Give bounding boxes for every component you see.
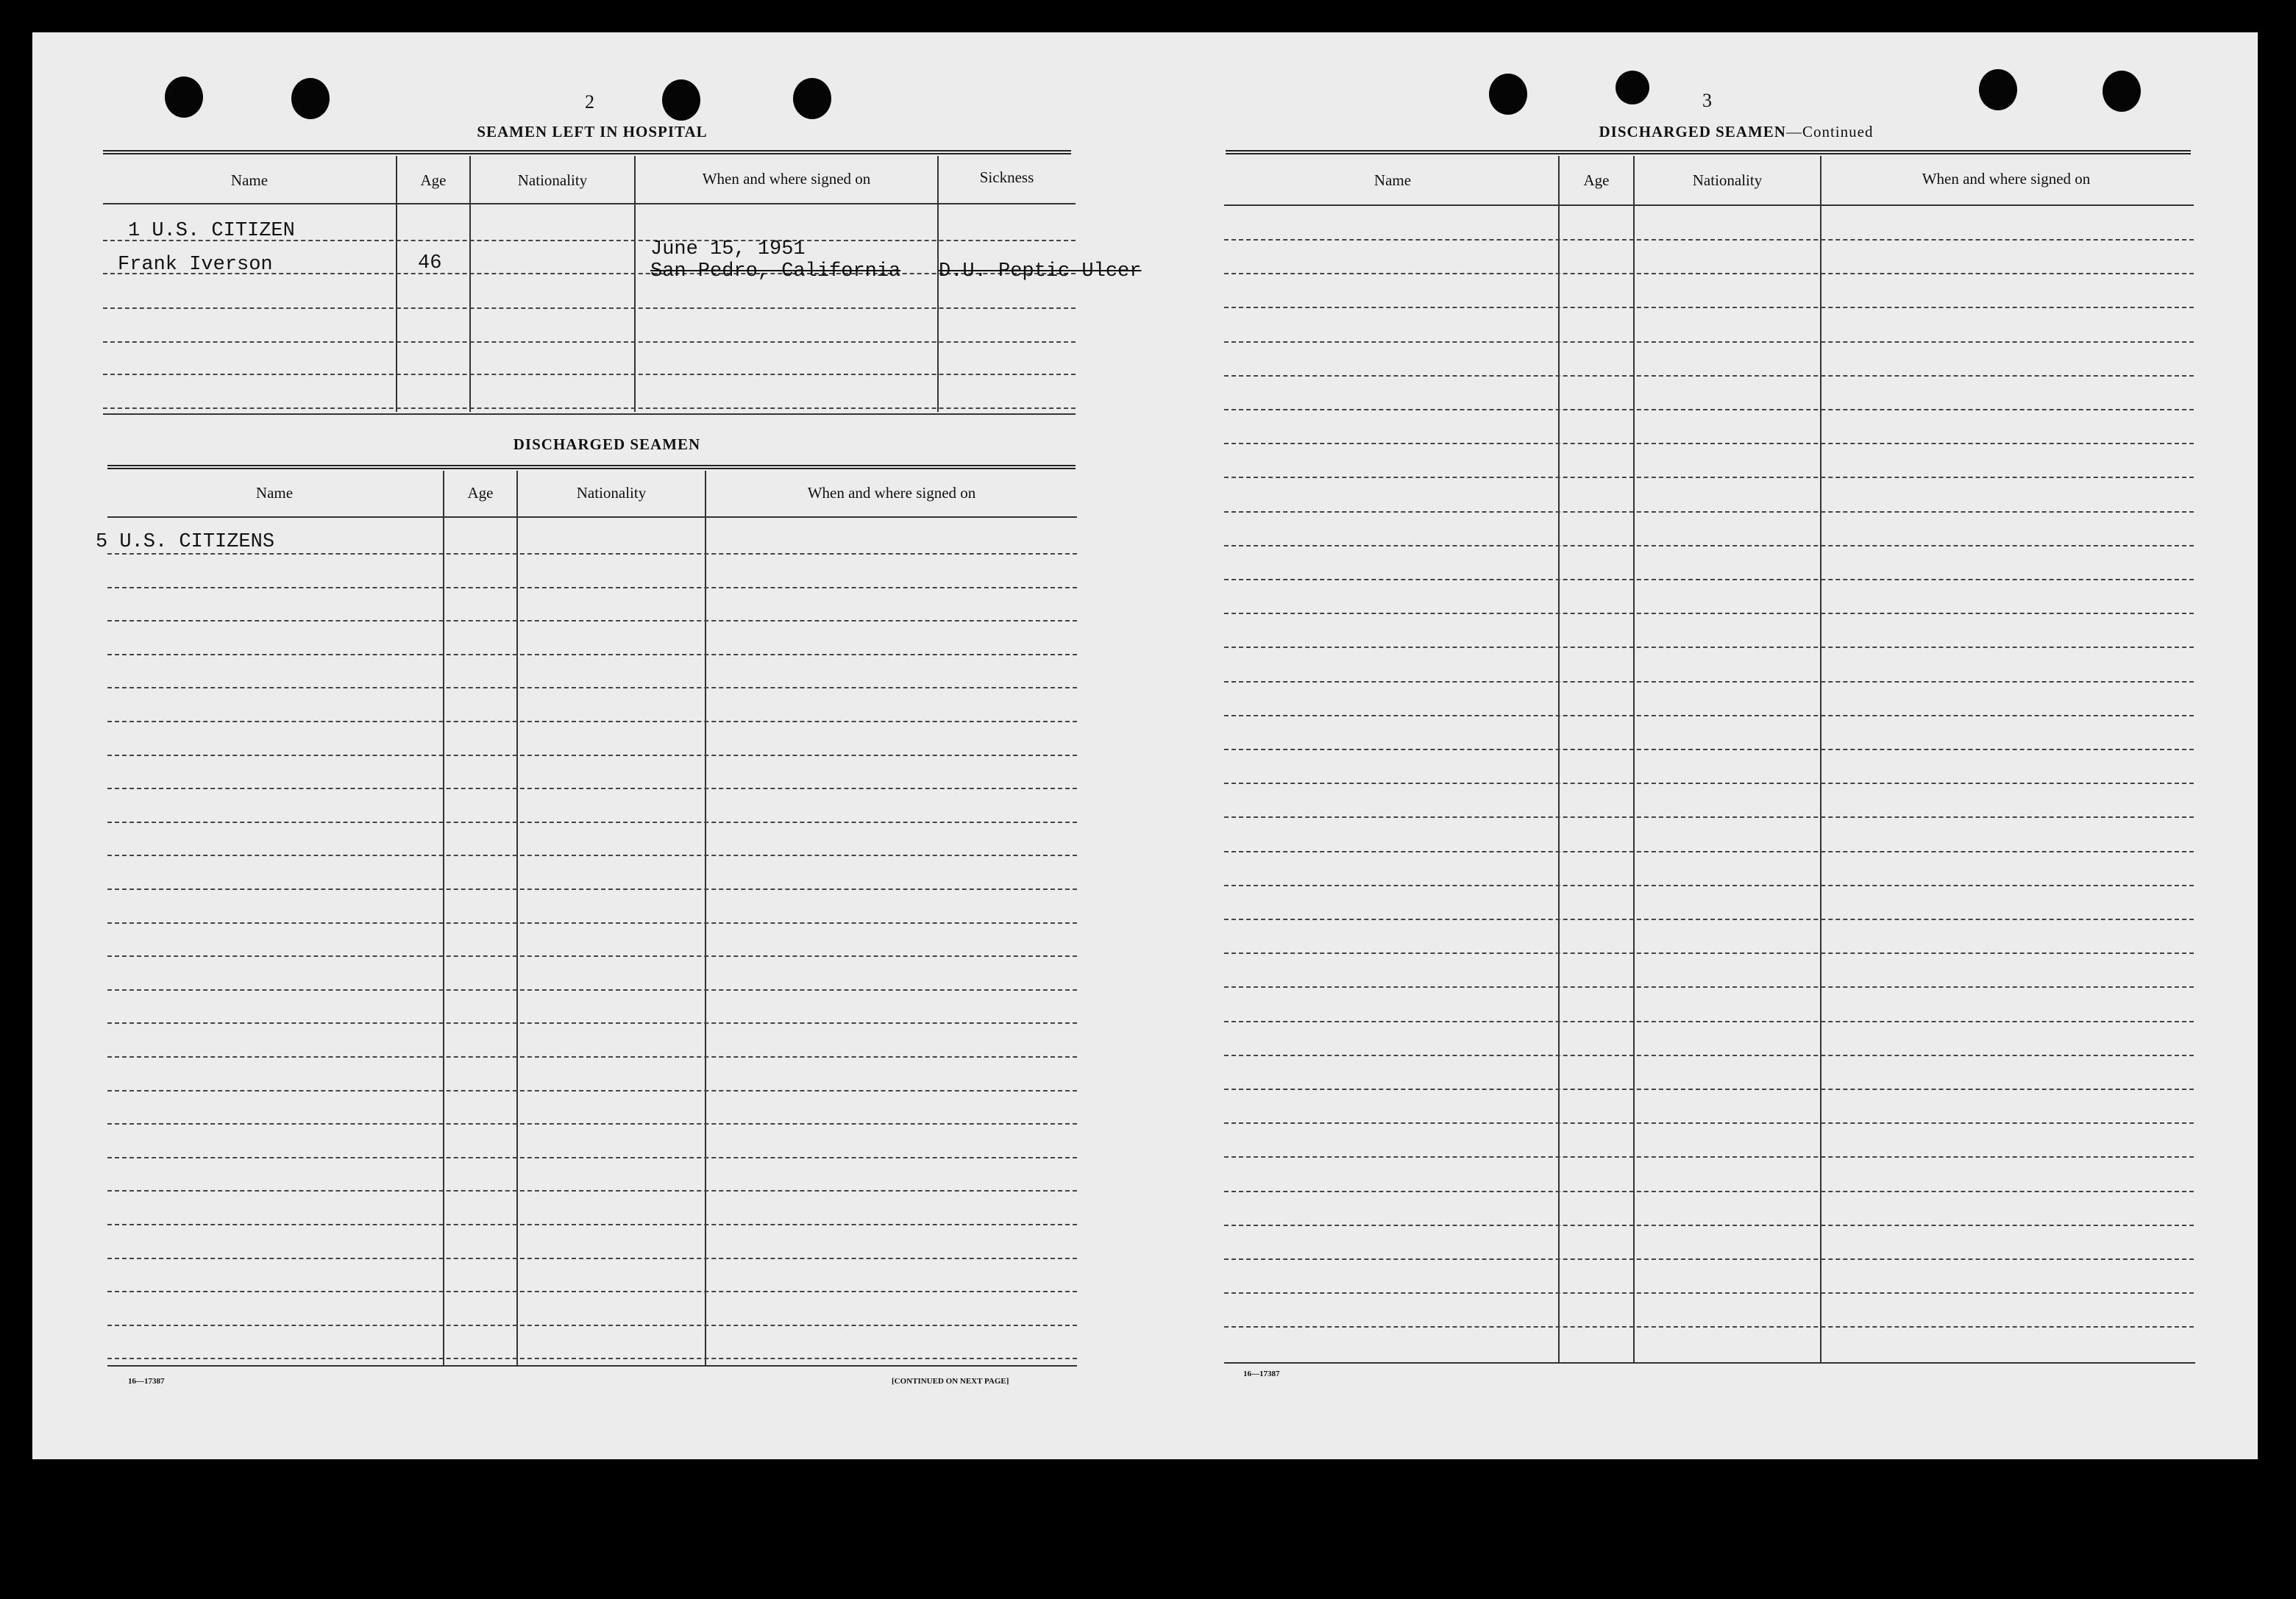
discharged-col-divider — [705, 471, 706, 1367]
right-col-nationality: Nationality — [1692, 171, 1763, 189]
form-row-line — [107, 1358, 1077, 1359]
hospital-group-label: 1 U.S. CITIZEN — [128, 220, 295, 242]
punch-hole — [1489, 74, 1527, 115]
discharged-col-age: Age — [467, 484, 494, 502]
discharged-col-divider — [516, 471, 518, 1367]
hospital-col-age: Age — [420, 171, 447, 189]
right-col-divider — [1558, 156, 1560, 1362]
form-row-line — [1224, 715, 2194, 716]
hospital-row-line — [103, 374, 1076, 375]
right-col-divider — [1633, 156, 1635, 1362]
form-row-line — [107, 922, 1077, 924]
form-row-line — [1224, 681, 2194, 683]
form-row-line — [1224, 579, 2194, 580]
form-row-line — [1224, 1292, 2194, 1294]
hospital-header-rule — [103, 203, 1076, 204]
discharged-group-label: 5 U.S. CITIZENS — [96, 531, 275, 553]
right-bottom-rule — [1224, 1362, 2195, 1364]
punch-hole — [1979, 69, 2017, 110]
right-col-name: Name — [1373, 171, 1412, 189]
form-row-line — [1224, 239, 2194, 241]
form-row-line — [107, 989, 1077, 991]
punch-hole — [291, 78, 330, 119]
hospital-entry-name: Frank Iverson — [118, 254, 273, 276]
form-row-line — [1224, 1055, 2194, 1056]
punch-hole — [2103, 71, 2141, 112]
hospital-col-name: Name — [230, 171, 269, 189]
form-row-line — [107, 1258, 1077, 1259]
hospital-col-sickness: Sickness — [979, 168, 1034, 186]
form-row-line — [1224, 273, 2194, 274]
form-row-line — [107, 687, 1077, 688]
hospital-bottom-rule — [103, 413, 1076, 415]
form-row-line — [1224, 919, 2194, 920]
form-row-line — [1224, 409, 2194, 410]
form-row-line — [107, 855, 1077, 856]
right-title-main: DISCHARGED SEAMEN — [1599, 123, 1786, 140]
form-row-line — [1224, 511, 2194, 513]
form-row-line — [1224, 375, 2194, 377]
form-row-line — [107, 888, 1077, 890]
right-col-age: Age — [1583, 171, 1610, 189]
left-form-number: 16—17387 — [128, 1377, 165, 1386]
right-header-rule — [1224, 204, 2194, 206]
form-row-line — [1224, 885, 2194, 886]
form-row-line — [107, 755, 1077, 756]
form-row-line — [1224, 816, 2194, 818]
form-row-line — [107, 1190, 1077, 1192]
form-row-line — [107, 1157, 1077, 1158]
right-section-title — [1530, 123, 1942, 141]
hospital-table-top-rule — [103, 150, 1071, 154]
form-row-line — [107, 1291, 1077, 1292]
form-row-line — [1224, 749, 2194, 750]
form-row-line — [1224, 443, 2194, 444]
form-row-line — [107, 587, 1077, 588]
discharged-table-top-rule — [107, 465, 1076, 469]
form-row-line — [1224, 1326, 2194, 1328]
form-row-line — [107, 1022, 1077, 1024]
hospital-col-signed-on: When and where signed on — [702, 170, 871, 188]
form-row-line — [1224, 986, 2194, 988]
hospital-row-line — [103, 307, 1076, 309]
hospital-entry-signed-date: June 15, 1951 — [650, 238, 806, 260]
form-row-line — [1224, 341, 2194, 343]
document-sheet — [32, 32, 2258, 1459]
form-row-line — [1224, 783, 2194, 784]
hospital-entry-age: 46 — [418, 252, 442, 274]
hospital-entry-sickness: D.U. Peptic Ulcer — [939, 260, 1142, 282]
form-row-line — [1224, 1258, 2194, 1260]
discharged-bottom-rule — [107, 1365, 1077, 1367]
form-row-line — [107, 1325, 1077, 1326]
form-row-line — [1224, 952, 2194, 954]
form-row-line — [1224, 1021, 2194, 1022]
form-row-line — [107, 1090, 1077, 1091]
hospital-col-nationality: Nationality — [517, 171, 588, 189]
form-row-line — [1224, 307, 2194, 308]
form-row-line — [107, 553, 1077, 555]
form-row-line — [1224, 1156, 2194, 1158]
right-col-signed-on: When and where signed on — [1922, 170, 2091, 188]
discharged-col-nationality: Nationality — [576, 484, 647, 502]
right-form-number: 16—17387 — [1243, 1370, 1280, 1378]
right-col-divider — [1820, 156, 1821, 1362]
discharged-col-name: Name — [255, 484, 294, 502]
form-row-line — [1224, 1191, 2194, 1192]
form-row-line — [1224, 1225, 2194, 1226]
form-row-line — [107, 1123, 1077, 1125]
form-row-line — [107, 788, 1077, 789]
hospital-section-title: SEAMEN LEFT IN HOSPITAL — [477, 123, 708, 140]
discharged-section-title: DISCHARGED SEAMEN — [513, 435, 701, 453]
right-page-number: 3 — [1702, 90, 1712, 111]
form-row-line — [1224, 647, 2194, 648]
form-row-line — [107, 620, 1077, 622]
form-row-line — [1224, 613, 2194, 614]
left-page-number: 2 — [585, 91, 594, 113]
form-row-line — [1224, 1122, 2194, 1124]
right-title-suffix: —Continued — [1785, 123, 1874, 140]
form-row-line — [107, 822, 1077, 823]
punch-hole — [1616, 71, 1649, 104]
form-row-line — [107, 1224, 1077, 1225]
form-row-line — [1224, 545, 2194, 546]
hospital-row-line — [103, 341, 1076, 343]
punch-hole — [662, 79, 700, 121]
discharged-header-rule — [107, 516, 1077, 518]
hospital-entry-signed-place: San Pedro, California — [650, 260, 901, 282]
form-row-line — [107, 721, 1077, 722]
discharged-col-signed-on: When and where signed on — [807, 484, 976, 502]
punch-hole — [165, 76, 203, 118]
form-row-line — [107, 1056, 1077, 1058]
form-row-line — [107, 955, 1077, 957]
discharged-col-divider — [443, 471, 444, 1367]
right-table-top-rule — [1226, 150, 2191, 154]
form-row-line — [1224, 1089, 2194, 1090]
punch-hole — [793, 78, 831, 119]
form-row-line — [107, 654, 1077, 655]
form-row-line — [1224, 477, 2194, 478]
form-row-line — [1224, 851, 2194, 852]
continued-note: [CONTINUED ON NEXT PAGE] — [892, 1377, 1009, 1386]
hospital-row-line — [103, 407, 1076, 409]
